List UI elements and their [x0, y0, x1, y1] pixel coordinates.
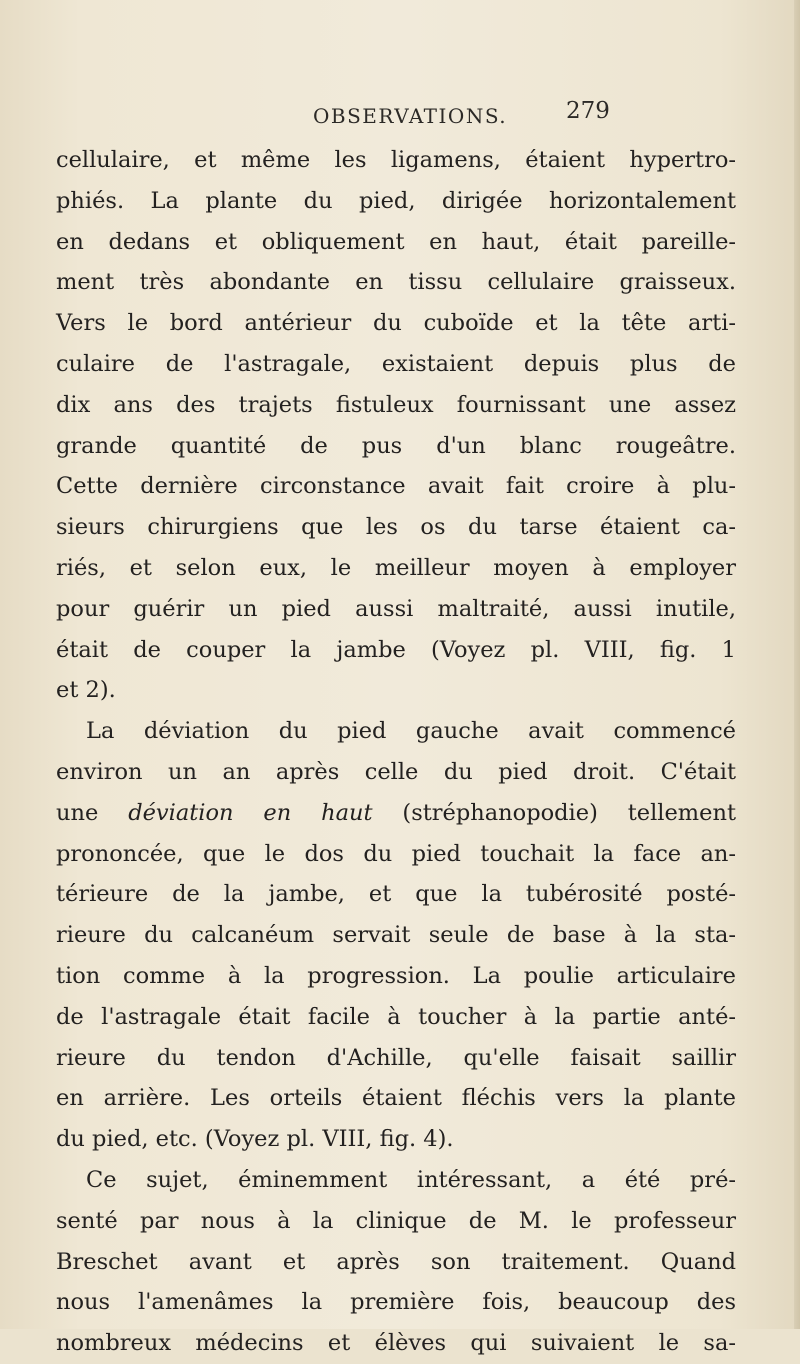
italic-term: déviation en haut: [128, 799, 373, 826]
page-header: [0, 86, 800, 136]
text-line: senté par nous à la clinique de M. le professeur: [56, 1207, 736, 1234]
text-line: tion comme à la progression. La poulie articulaire: [56, 962, 736, 989]
text-line: culaire de l'astragale, existaient depuis plus de: [56, 350, 736, 377]
line-prefix: une: [56, 799, 129, 826]
text-line: Cette dernière circonstance avait fait croire à plu-: [56, 473, 736, 500]
text-line: sieurs chirurgiens que les os du tarse étaient ca-: [56, 514, 736, 541]
text-line: grande quantité de pus d'un blanc rougeâtre.: [56, 432, 736, 459]
line-suffix: (stréphanopodie) tellement: [372, 799, 736, 826]
paragraph-end-line: du pied, etc. (Voyez pl. VIII, fig. 4).: [56, 1126, 454, 1153]
text-line: dix ans des trajets fistuleux fournissant une assez: [56, 391, 736, 418]
text-line: Vers le bord antérieur du cuboïde et la tête arti-: [56, 310, 736, 337]
paragraph-end-line: et 2).: [56, 677, 116, 704]
text-line: en arrière. Les orteils étaient fléchis vers la plante: [56, 1085, 736, 1112]
text-line: riés, et selon eux, le meilleur moyen à employer: [56, 554, 736, 581]
text-line-with-italic: [56, 793, 736, 834]
page-number: 279: [566, 98, 610, 124]
text-line: rieure du calcanéum servait seule de base à la sta-: [56, 922, 736, 949]
text-line: cellulaire, et même les ligamens, étaient hypertro-: [56, 147, 736, 173]
body-text: [56, 140, 736, 1364]
text-line: en dedans et obliquement en haut, était pareille-: [56, 228, 736, 255]
text-line: phiés. La plante du pied, dirigée horizontalement: [56, 187, 736, 214]
running-title: OBSERVATIONS.: [313, 104, 508, 128]
text-line: rieure du tendon d'Achille, qu'elle faisait saillir: [56, 1044, 736, 1071]
text-line: pour guérir un pied aussi maltraité, aussi inutile,: [56, 595, 736, 622]
text-line: environ un an après celle du pied droit. C'était: [56, 758, 736, 785]
text-line: Breschet avant et après son traitement. Quand: [56, 1248, 736, 1275]
text-line: était de couper la jambe (Voyez pl. VIII, fig. 1: [56, 636, 736, 663]
text-line: ment très abondante en tissu cellulaire graisseux.: [56, 269, 736, 296]
text-line: nous l'amenâmes la première fois, beaucoup des: [56, 1289, 736, 1316]
text-line: prononcée, que le dos du pied touchait la face an-: [56, 840, 736, 867]
text-line: nombreux médecins et élèves qui suivaient le sa-: [56, 1330, 736, 1357]
text-line: de l'astragale était facile à toucher à la partie anté-: [56, 1003, 736, 1030]
paragraph-start-line: Ce sujet, éminemment intéressant, a été pré-: [86, 1166, 736, 1193]
page-edge-shadow: [794, 0, 800, 1329]
text-line: térieure de la jambe, et que la tubérosité posté-: [56, 881, 736, 908]
paragraph-start-line: La déviation du pied gauche avait commencé: [86, 718, 736, 745]
